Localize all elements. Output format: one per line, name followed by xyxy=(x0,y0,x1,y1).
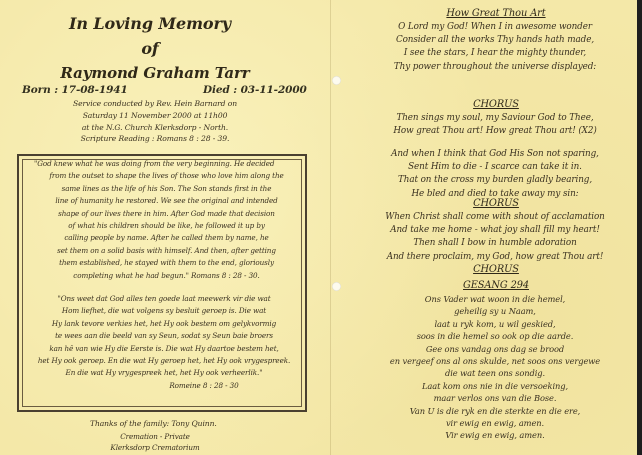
service-line: Service conducted by Rev. Hein Barnard on xyxy=(72,99,237,108)
verse-line: He bled and died to take away my sin: xyxy=(411,188,579,199)
gesang-line: Gee ons vandag ons dag se brood xyxy=(425,343,565,354)
verse-line: And take me home - what joy shall fill my heart! xyxy=(390,225,600,236)
memorial-of: of xyxy=(141,39,159,58)
quote-line: set them on a solid basis with himself. And then, after getting xyxy=(57,245,276,255)
quote-line: Hy lank tevore verkies het, het Hy ook bestem om gelykvormig xyxy=(51,318,277,328)
center-fold xyxy=(330,0,331,455)
gesang-title: GESANG 294 xyxy=(463,280,529,291)
memorial-title: In Loving Memory xyxy=(69,14,231,33)
chorus-label: CHORUS xyxy=(473,198,519,209)
quote-line: from the outset to shape the lives of those who love him along the xyxy=(49,171,284,181)
gesang-line: maar verlos ons van die Bose. xyxy=(433,393,557,404)
thanks-line: Thanks of the family: Tony Quinn. xyxy=(90,419,217,428)
gesang-line: Van U is die ryk en die sterkte en die ere, xyxy=(409,405,581,416)
verse-line: O Lord my God! When I in awesome wonder xyxy=(398,22,592,32)
service-line: at the N.G. Church Klerksdorp - North. xyxy=(81,122,229,132)
chorus-line: Then sings my soul, my Saviour God to Thee, xyxy=(396,113,594,123)
verse-line: Thy power throughout the universe displayed: xyxy=(393,61,597,72)
quote-line: same lines as the life of his Son. The Son stands first in the xyxy=(61,183,272,193)
gesang-line: geheilig sy u Naam, xyxy=(454,306,536,317)
service-details xyxy=(40,98,270,145)
verse-line: And when I think that God His Son not sparing, xyxy=(391,149,599,159)
quote-line: calling people by name. After he called them by name, he xyxy=(64,233,269,243)
gesang-line: Ons Vader wat woon in die hemel, xyxy=(424,294,566,304)
verse-line: That on the cross my burden gladly bearing, xyxy=(397,175,593,186)
gesang-line: Vir ewig en ewig, amen. xyxy=(445,430,545,441)
verse-line: Consider all the works Thy hands hath made, xyxy=(395,35,595,46)
gesang-line: soos in die hemel so ook op die aarde. xyxy=(416,331,574,342)
quote-reference: Romeine 8 : 28 - 30 xyxy=(169,380,239,390)
chorus-label: CHORUS xyxy=(473,99,519,110)
quote-line: shape of our lives there in him. After God made that decision xyxy=(58,208,275,218)
chorus-label: CHORUS xyxy=(473,264,519,275)
quote-line: them established, he stayed with them to the end, gloriously xyxy=(59,258,274,268)
quote-line: kan hê van wie Hy die Eerste is. Die wat Hy daartoe bestem het, xyxy=(49,343,279,353)
chorus-text xyxy=(356,112,634,138)
quote-afrikaans xyxy=(28,293,300,392)
gesang-text xyxy=(352,293,638,442)
verse-line: Sent Him to die - I scarce can take it in. xyxy=(408,162,582,173)
quote-line: het Hy ook geroep. En die wat Hy geroep het, het Hy ook vrygespreek. xyxy=(37,356,291,366)
hymn-verse-2 xyxy=(360,148,630,201)
born-date: Born : 17-08-1941 xyxy=(22,84,128,96)
service-line: Saturday 11 November 2000 at 11h00 xyxy=(82,110,228,120)
punch-hole xyxy=(332,282,341,291)
gesang-line: die wat teen ons sondig. xyxy=(444,368,545,379)
hymn-verse-3 xyxy=(356,211,634,264)
quote-line: Hom liefhet, die wat volgens sy besluit geroep is. Die wat xyxy=(61,306,267,316)
died-date: Died : 03-11-2000 xyxy=(203,84,307,96)
service-line: Scripture Reading : Romans 8 : 28 - 39. xyxy=(80,134,230,144)
hymn-title: How Great Thou Art xyxy=(446,8,546,19)
quote-line: "God knew what he was doing from the very beginning. He decided xyxy=(34,159,275,168)
gesang-line: laat u ryk kom, u wil geskied, xyxy=(434,318,556,329)
quote-line: completing what he had begun." Romans 8 : 28 - 30. xyxy=(73,270,260,280)
verse-line: And there proclaim, my God, how great Thou art! xyxy=(386,251,604,262)
quote-line: te wees aan die beeld van sy Seun, sodat sy Seun baie broers xyxy=(55,331,273,341)
quote-line: line of humanity he restored. We see the original and intended xyxy=(55,196,278,206)
chorus-line: How great Thou art! How great Thou art! (X2) xyxy=(393,126,597,137)
quote-english xyxy=(34,158,299,282)
quote-line: En die wat Hy vrygespreek het, het Hy ook verheerlik." xyxy=(65,368,263,378)
quote-line: of what his children should be like, he followed it up by xyxy=(68,221,265,231)
punch-hole xyxy=(332,76,341,85)
verse-line: Then shall I bow in humble adoration xyxy=(413,238,577,249)
gesang-line: Laat kom ons nie in die versoeking, xyxy=(421,380,569,391)
quote-line: "Ons weet dat God alles ten goede laat meewerk vir die wat xyxy=(57,294,271,303)
hymn-verse-1 xyxy=(360,21,630,74)
deceased-name: Raymond Graham Tarr xyxy=(60,64,250,82)
verse-line: I see the stars, I hear the mighty thunder, xyxy=(403,48,587,59)
gesang-line: en vergeef ons al ons skulde, net soos ons vergewe xyxy=(389,356,601,367)
verse-line: When Christ shall come with shout of acclamation xyxy=(385,212,605,222)
gesang-line: vir ewig en ewig, amen. xyxy=(445,418,545,429)
cremation-line: Cremation - Private xyxy=(120,432,190,441)
crematorium-line: Klerksdorp Crematorium xyxy=(110,443,200,452)
